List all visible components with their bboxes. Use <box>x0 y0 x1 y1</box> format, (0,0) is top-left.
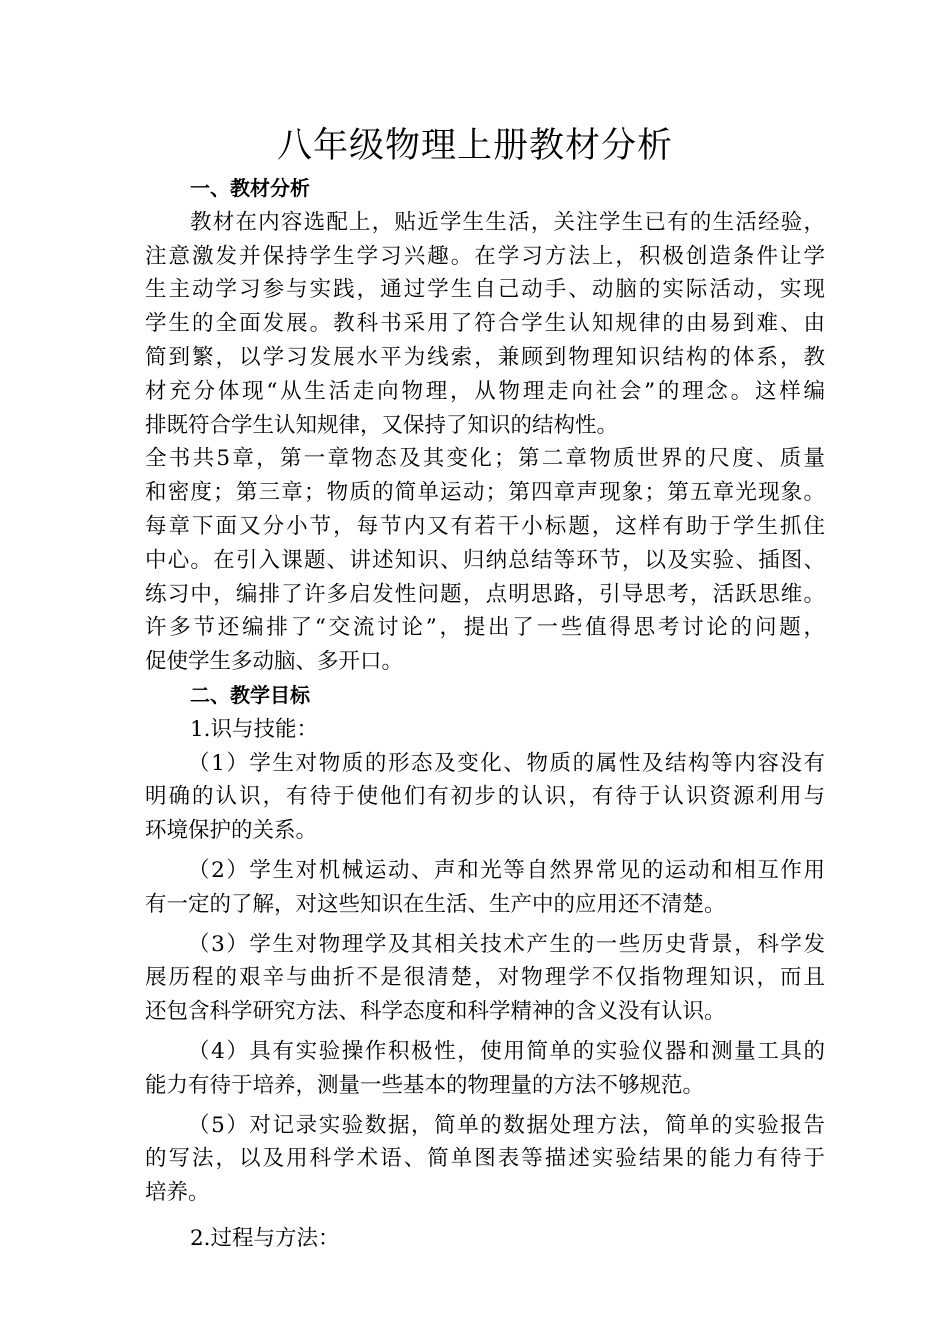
paragraph-line: 促使学生多动脑、多开口。 <box>145 649 404 675</box>
subheading-process-methods: 2.过程与方法： <box>190 1225 340 1251</box>
document-body <box>145 172 825 1256</box>
paragraph-line: 环境保护的关系。 <box>145 818 318 844</box>
paragraph-line: 全书共5章，第一章物态及其变化；第二章物质世界的尺度、质量 <box>145 446 825 472</box>
paragraph-line: 材充分体现“从生活走向物理，从物理走向社会”的理念。这样编 <box>145 378 825 404</box>
paragraph-line: 有一定的了解，对这些知识在生活、生产中的应用还不清楚。 <box>145 891 726 917</box>
paragraph-chapter-structure <box>145 442 825 679</box>
paragraph-line: 明确的认识，有待于使他们有初步的认识，有待于认识资源利用与 <box>145 784 825 810</box>
paragraph-line: 许多节还编排了“交流讨论”，提出了一些值得思考讨论的问题， <box>145 615 825 641</box>
paragraph-line: 教材在内容选配上，贴近学生生活，关注学生已有的生活经验， <box>190 209 825 235</box>
paragraph-line: （2）学生对机械运动、声和光等自然界常见的运动和相互作用 <box>188 857 825 883</box>
paragraph-line: 简到繁，以学习发展水平为线索，兼顾到物理知识结构的体系，教 <box>145 344 825 370</box>
goal-item-2 <box>145 854 825 922</box>
paragraph-line: 每章下面又分小节，每节内又有若干小标题，这样有助于学生抓住 <box>145 513 825 539</box>
paragraph-line: 的写法，以及用科学术语、简单图表等描述实验结果的能力有待于 <box>145 1146 825 1172</box>
section-heading-teaching-goals: 二、教学目标 <box>190 682 310 707</box>
paragraph-line: 生主动学习参与实践，通过学生自己动手、动脑的实际活动，实现 <box>145 277 825 303</box>
paragraph-line: 学生的全面发展。教科书采用了符合学生认知规律的由易到难、由 <box>145 311 825 337</box>
page-title: 八年级物理上册教材分析 <box>276 126 673 166</box>
goal-item-3 <box>145 928 825 1029</box>
paragraph-line: 培养。 <box>145 1180 210 1206</box>
paragraph-line: 展历程的艰辛与曲折不是很清楚，对物理学不仅指物理知识，而且 <box>145 965 825 991</box>
subheading-knowledge-skills: 1.识与技能： <box>190 716 319 742</box>
goal-item-1 <box>145 747 825 848</box>
paragraph-line: （3）学生对物理学及其相关技术产生的一些历史背景，科学发 <box>188 931 825 957</box>
paragraph-line: 还包含科学研究方法、科学态度和科学精神的含义没有认识。 <box>145 999 726 1025</box>
paragraph-line: 练习中，编排了许多启发性问题，点明思路，引导思考，活跃思维。 <box>145 581 825 607</box>
paragraph-line: 和密度；第三章；物质的简单运动；第四章声现象；第五章光现象。 <box>145 480 825 506</box>
paragraph-line: 能力有待于培养，测量一些基本的物理量的方法不够规范。 <box>145 1072 705 1098</box>
paragraph-line: 中心。在引入课题、讲述知识、归纳总结等环节，以及实验、插图、 <box>145 547 825 573</box>
paragraph-line: （5）对记录实验数据，简单的数据处理方法，简单的实验报告 <box>188 1112 825 1138</box>
paragraph-line: （4）具有实验操作积极性，使用简单的实验仪器和测量工具的 <box>188 1038 825 1064</box>
section-heading-textbook-analysis: 一、教材分析 <box>190 176 310 200</box>
goal-item-4 <box>145 1035 825 1103</box>
paragraph-line: 注意激发并保持学生学习兴趣。在学习方法上，积极创造条件让学 <box>145 243 825 269</box>
paragraph-line: 排既符合学生认知规律，又保持了知识的结构性。 <box>145 412 619 438</box>
paragraph-textbook-overview <box>145 206 825 443</box>
goal-item-5 <box>145 1109 825 1210</box>
paragraph-line: （1）学生对物质的形态及变化、物质的属性及结构等内容没有 <box>188 750 825 776</box>
